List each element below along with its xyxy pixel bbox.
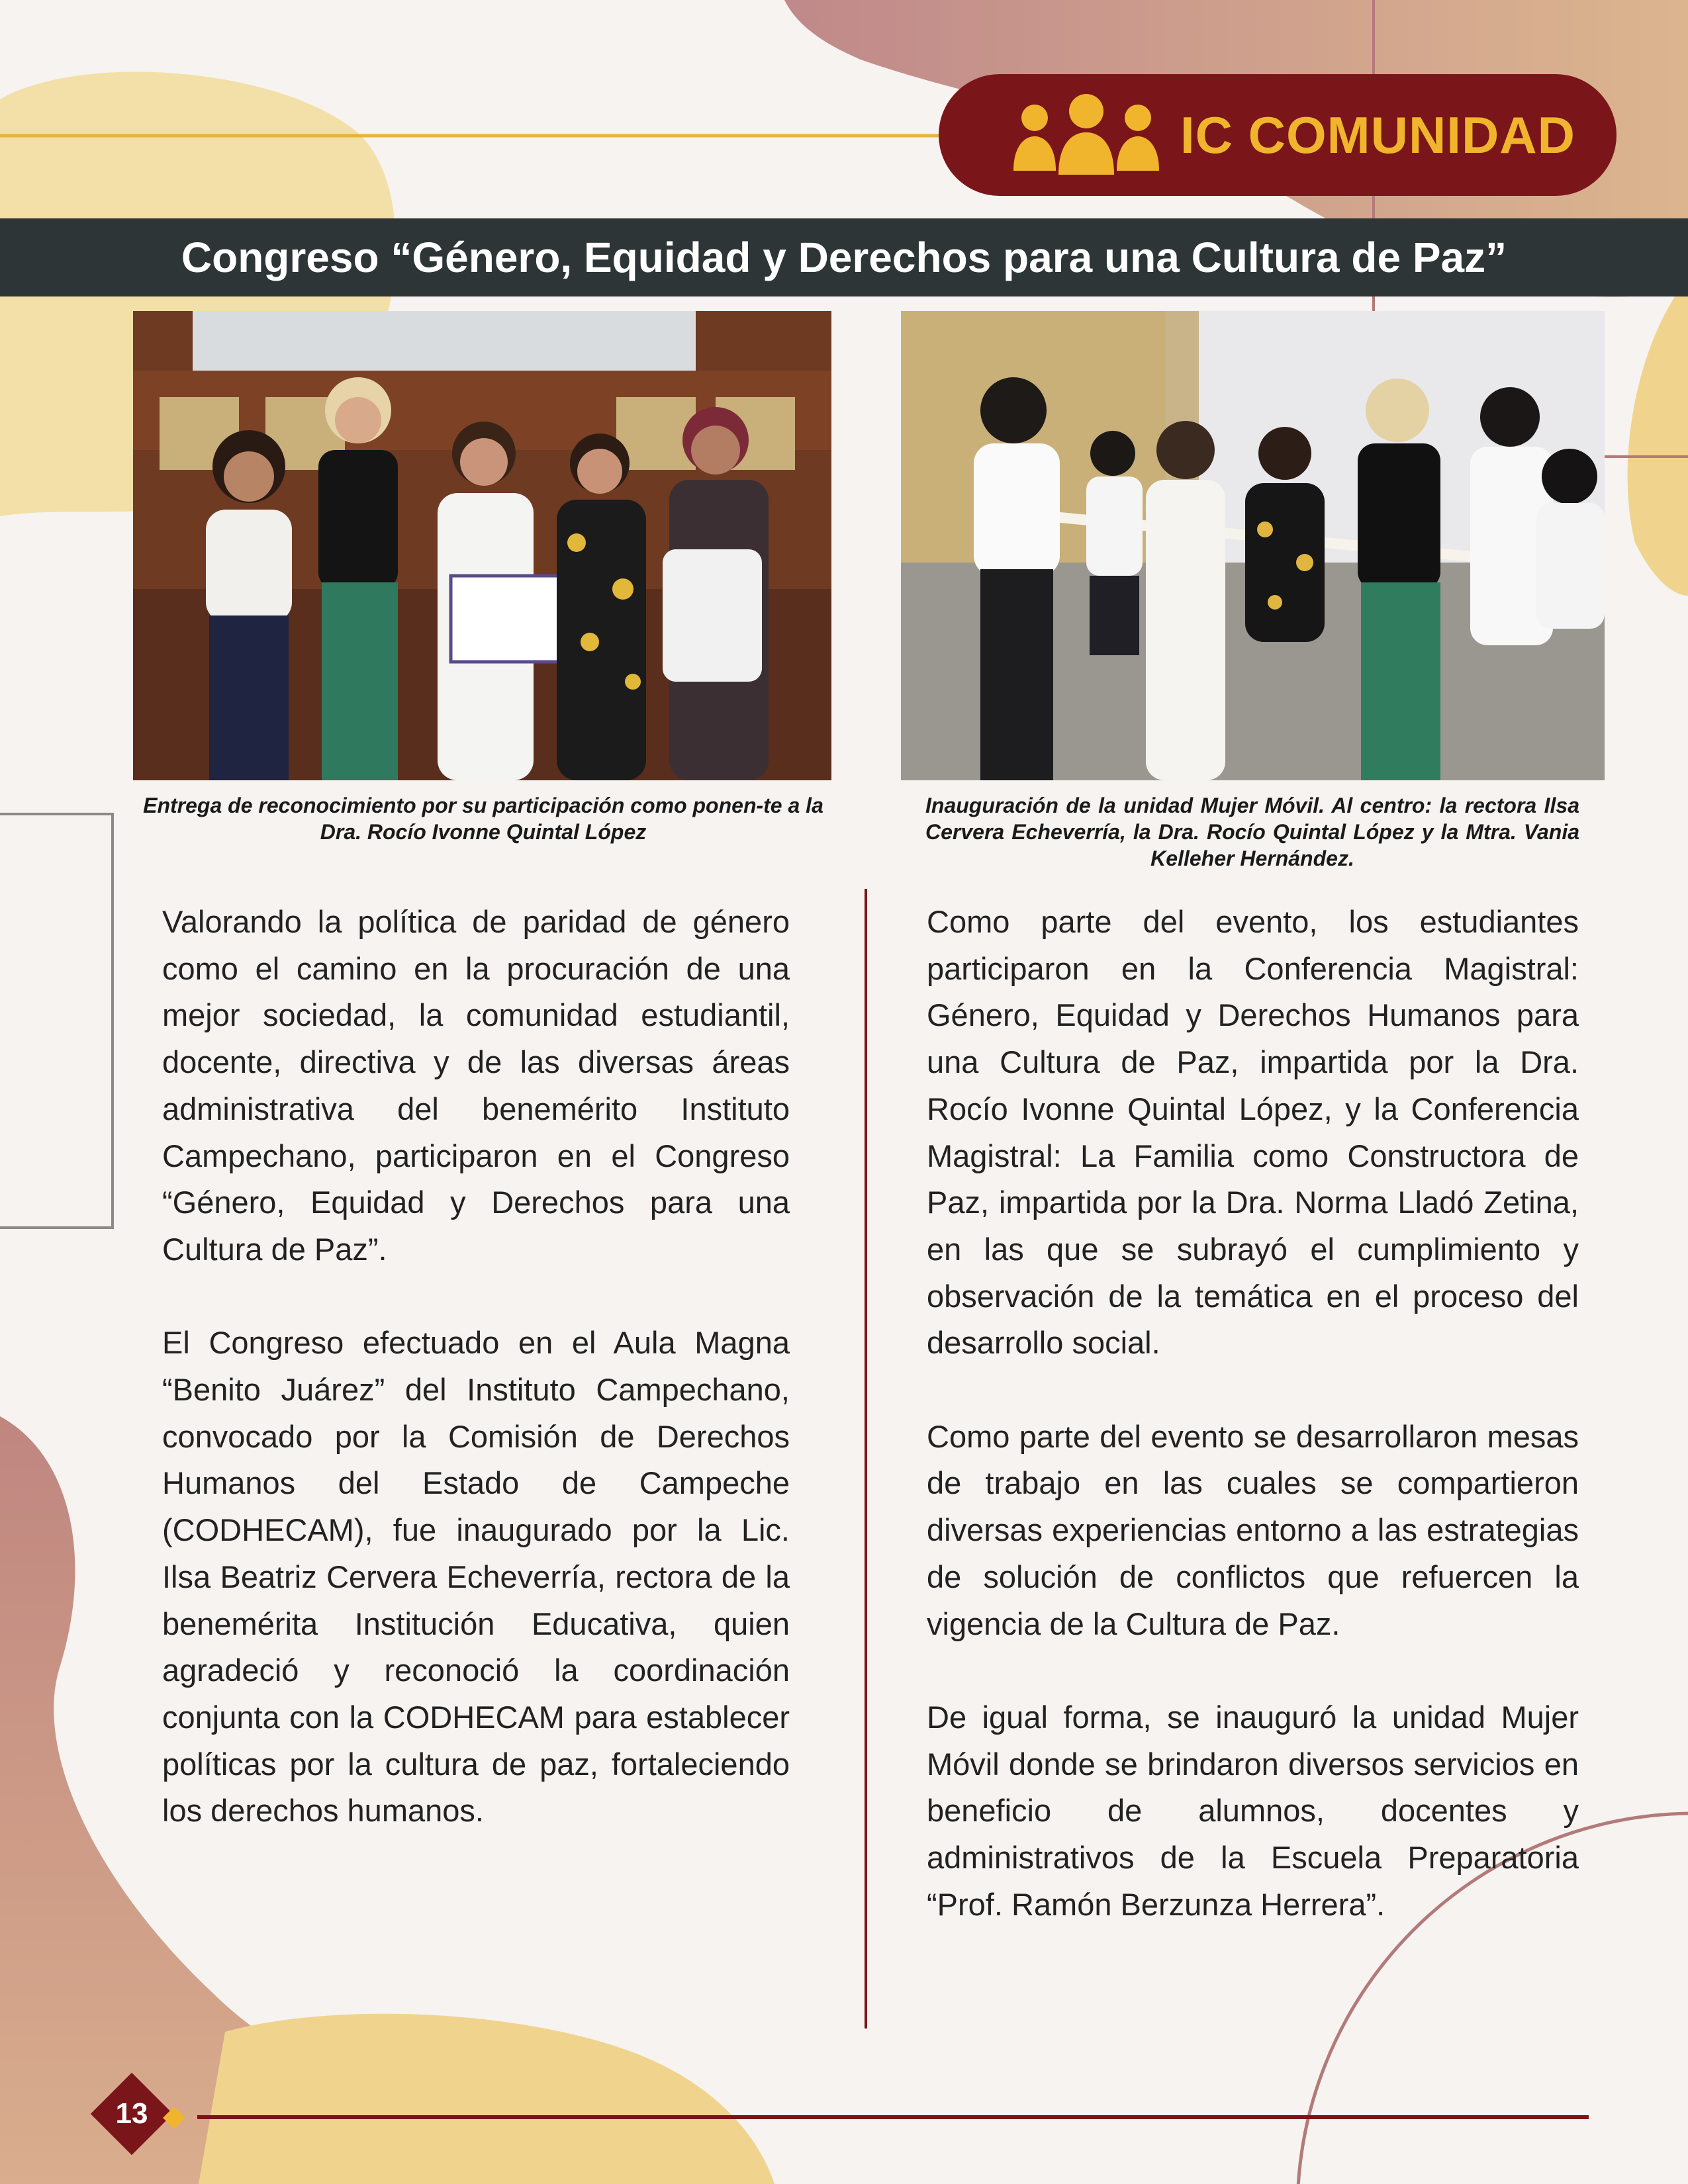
section-badge: [939, 74, 1617, 196]
page-title: Congreso “Género, Equidad y Derechos para una Cultura de Paz”: [181, 234, 1507, 281]
article-column-right: [927, 899, 1579, 1975]
article-paragraph: Como parte del evento se desarrollaron mesas de trabajo en las cuales se compartieron diversas experiencias entorno a las estrategias de solución de conflictos que refuercen la vigencia de la Cultura de Paz.: [927, 1418, 1579, 1641]
photo-award-ceremony: [133, 311, 831, 780]
photo-caption-award: Entrega de reconocimiento por su participación como ponen-te a la Dra. Rocío Ivonne Quintal López: [143, 794, 823, 844]
article-paragraph: Como parte del evento, los estudiantes participaron en la Conferencia Magistral: Género, Equidad y Derechos Humanos para una Cultura de Paz, impartida por la Dra. Rocío Ivonne Quintal López, y la Conferencia Magistral: La Familia como Constructora de Paz, impartida por la Dra. Norma Lladó Zetina, en las que se subrayó el cumplimiento y observación de la temática en el proceso del desarrollo social.: [927, 904, 1579, 1361]
article-paragraph: Valorando la política de paridad de género como el camino en la procuración de una mejor sociedad, la comunidad estudiantil, docente, directiva y de las diversas áreas administrativa del benemérito Instituto Campechano, participaron en el Congreso “Género, Equidad y Derechos para una Cultura de Paz”.: [162, 904, 790, 1267]
article-paragraph: De igual forma, se inauguró la unidad Mujer Móvil donde se brindaron diversos servicios en beneficio de alumnos, docentes y administrativos de la Escuela Preparatoria “Prof. Ramón Berzunza Herrera”.: [927, 1699, 1579, 1922]
photo-mujer-movil-inauguration: [901, 311, 1605, 780]
yellow-blob-bottom: [199, 2014, 774, 2184]
section-label: IC COMUNIDAD: [1180, 106, 1575, 164]
column-divider: [865, 889, 867, 2028]
people-group-icon: [1008, 93, 1164, 177]
article-column-left: [162, 899, 790, 1882]
photo-caption-inauguration: Inauguración de la unidad Mujer Móvil. Al centro: la rectora Ilsa Cervera Echeverría, la Dra. Rocío Quintal López y la Mtra. Vania Kelleher Hernández.: [925, 794, 1579, 870]
yellow-blob-right: [1628, 278, 1688, 596]
article-paragraph: El Congreso efectuado en el Aula Magna “Benito Juárez” del Instituto Campechano, convocado por la Comisión de Derechos Humanos del Estado de Campeche (CODHECAM), fue inaugurado por la Lic. Ilsa Beatriz Cervera Echeverría, rectora de la benemérita Institución Educativa, quien agradeció y reconoció la coordinación conjunta con la CODHECAM para establecer políticas por la cultura de paz, fortaleciendo los derechos humanos.: [162, 1325, 790, 1829]
page-number: 13: [115, 2097, 148, 2130]
footer-rule: [197, 2115, 1589, 2119]
title-bar: [0, 218, 1688, 296]
